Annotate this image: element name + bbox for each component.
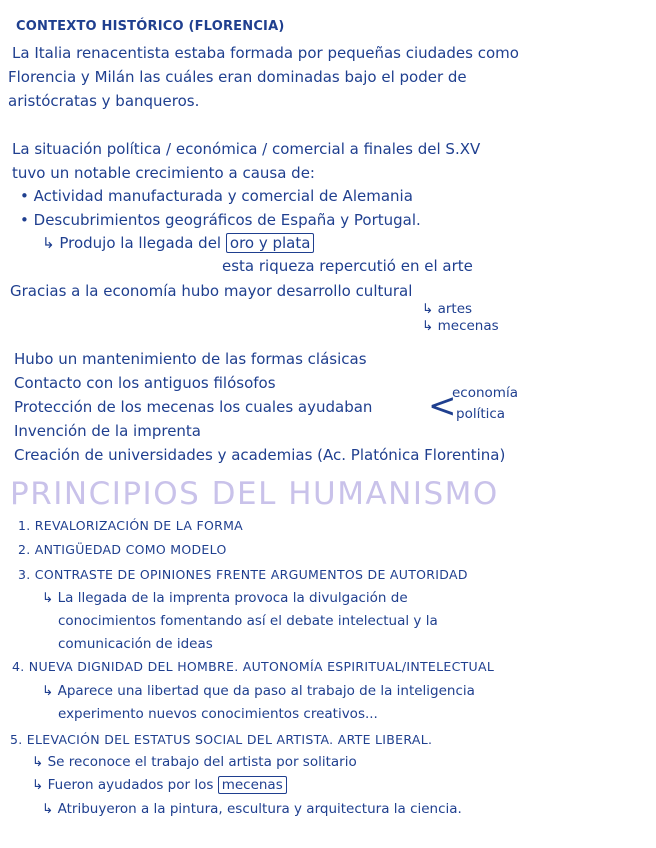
arrow-corner-icon: ↳ (42, 801, 54, 817)
sub-item-text: La llegada de la imprenta provoca la divulgación de (57, 590, 408, 606)
sub-item (422, 300, 472, 318)
bullet-text: Actividad manufacturada y comercial de Alemania (33, 187, 413, 205)
sub-item (42, 589, 408, 607)
sub-item-text: artes (437, 301, 473, 317)
arrow-corner-icon: ↳ (422, 318, 434, 334)
arrow-corner-icon: ↳ (32, 777, 44, 793)
paragraph-line: tuvo un notable crecimiento a causa de: (12, 164, 315, 182)
sub-item-text: Fueron ayudados por los (47, 777, 214, 793)
list-item: Creación de universidades y academias (Ac. Platónica Florentina) (14, 446, 506, 464)
numbered-item: 3. CONTRASTE DE OPINIONES FRENTE ARGUMENTOS DE AUTORIDAD (18, 567, 468, 582)
sub-item-text: Produjo la llegada del (59, 234, 222, 252)
sub-item-continuation: experimento nuevos conocimientos creativos... (58, 706, 378, 722)
section-title-contexto: CONTEXTO HISTÓRICO (FLORENCIA) (16, 19, 285, 34)
sub-item (32, 776, 287, 794)
bullet-text: Descubrimientos geográficos de España y Portugal. (33, 211, 421, 229)
numbered-item: 1. REVALORIZACIÓN DE LA FORMA (18, 518, 244, 533)
list-item: Hubo un mantenimiento de las formas clásicas (14, 350, 367, 368)
list-item: Invención de la imprenta (14, 422, 202, 440)
bracket-option: política (456, 406, 506, 422)
paragraph-line: Florencia y Milán las cuáles eran dominadas bajo el poder de (8, 68, 467, 86)
arrow-corner-icon: ↳ (422, 301, 434, 317)
bullet-dot-icon: • (20, 187, 29, 205)
bullet-dot-icon: • (20, 211, 29, 229)
sub-item-text: Atribuyeron a la pintura, escultura y arquitectura la ciencia. (57, 801, 462, 817)
highlight-box-mecenas: mecenas (218, 776, 287, 794)
list-item: Protección de los mecenas los cuales ayudaban (14, 398, 373, 416)
sub-item-continuation: comunicación de ideas (58, 636, 213, 652)
sub-item-text: Aparece una libertad que da paso al trabajo de la inteligencia (57, 683, 475, 699)
arrow-corner-icon: ↳ (42, 683, 54, 699)
sub-item-text: Se reconoce el trabajo del artista por solitario (47, 754, 357, 770)
sub-item (422, 317, 499, 335)
sub-item (42, 800, 462, 818)
numbered-item: 2. ANTIGÜEDAD COMO MODELO (18, 542, 227, 557)
paragraph-line: aristócratas y banqueros. (8, 92, 200, 110)
sub-item (42, 682, 475, 700)
bullet-item (20, 211, 421, 229)
list-item: Contacto con los antiguos filósofos (14, 374, 276, 392)
paragraph-line: La situación política / económica / comercial a finales del S.XV (12, 140, 481, 158)
less-than-bracket-icon: < (428, 386, 457, 426)
highlight-box-oro-plata: oro y plata (226, 233, 315, 253)
bracket-option: economía (452, 385, 518, 401)
arrow-corner-icon: ↳ (32, 754, 44, 770)
sub-item-continuation: conocimientos fomentando así el debate intelectual y la (58, 613, 438, 629)
paragraph-line: Gracias a la economía hubo mayor desarrollo cultural (10, 282, 413, 300)
paragraph-line: La Italia renacentista estaba formada por pequeñas ciudades como (12, 44, 519, 62)
sub-item (42, 234, 314, 252)
arrow-corner-icon: ↳ (42, 234, 55, 252)
annotation-note: esta riqueza repercutió en el arte (222, 257, 473, 275)
section-title-humanismo: PRINCIPIOS DEL HUMANISMO (10, 476, 499, 512)
bullet-item (20, 187, 413, 205)
sub-item (32, 753, 357, 771)
numbered-item: 4. NUEVA DIGNIDAD DEL HOMBRE. AUTONOMÍA ESPIRITUAL/INTELECTUAL (12, 659, 495, 674)
sub-item-text: mecenas (437, 318, 499, 334)
arrow-corner-icon: ↳ (42, 590, 54, 606)
numbered-item: 5. ELEVACIÓN DEL ESTATUS SOCIAL DEL ARTISTA. ARTE LIBERAL. (10, 732, 433, 747)
